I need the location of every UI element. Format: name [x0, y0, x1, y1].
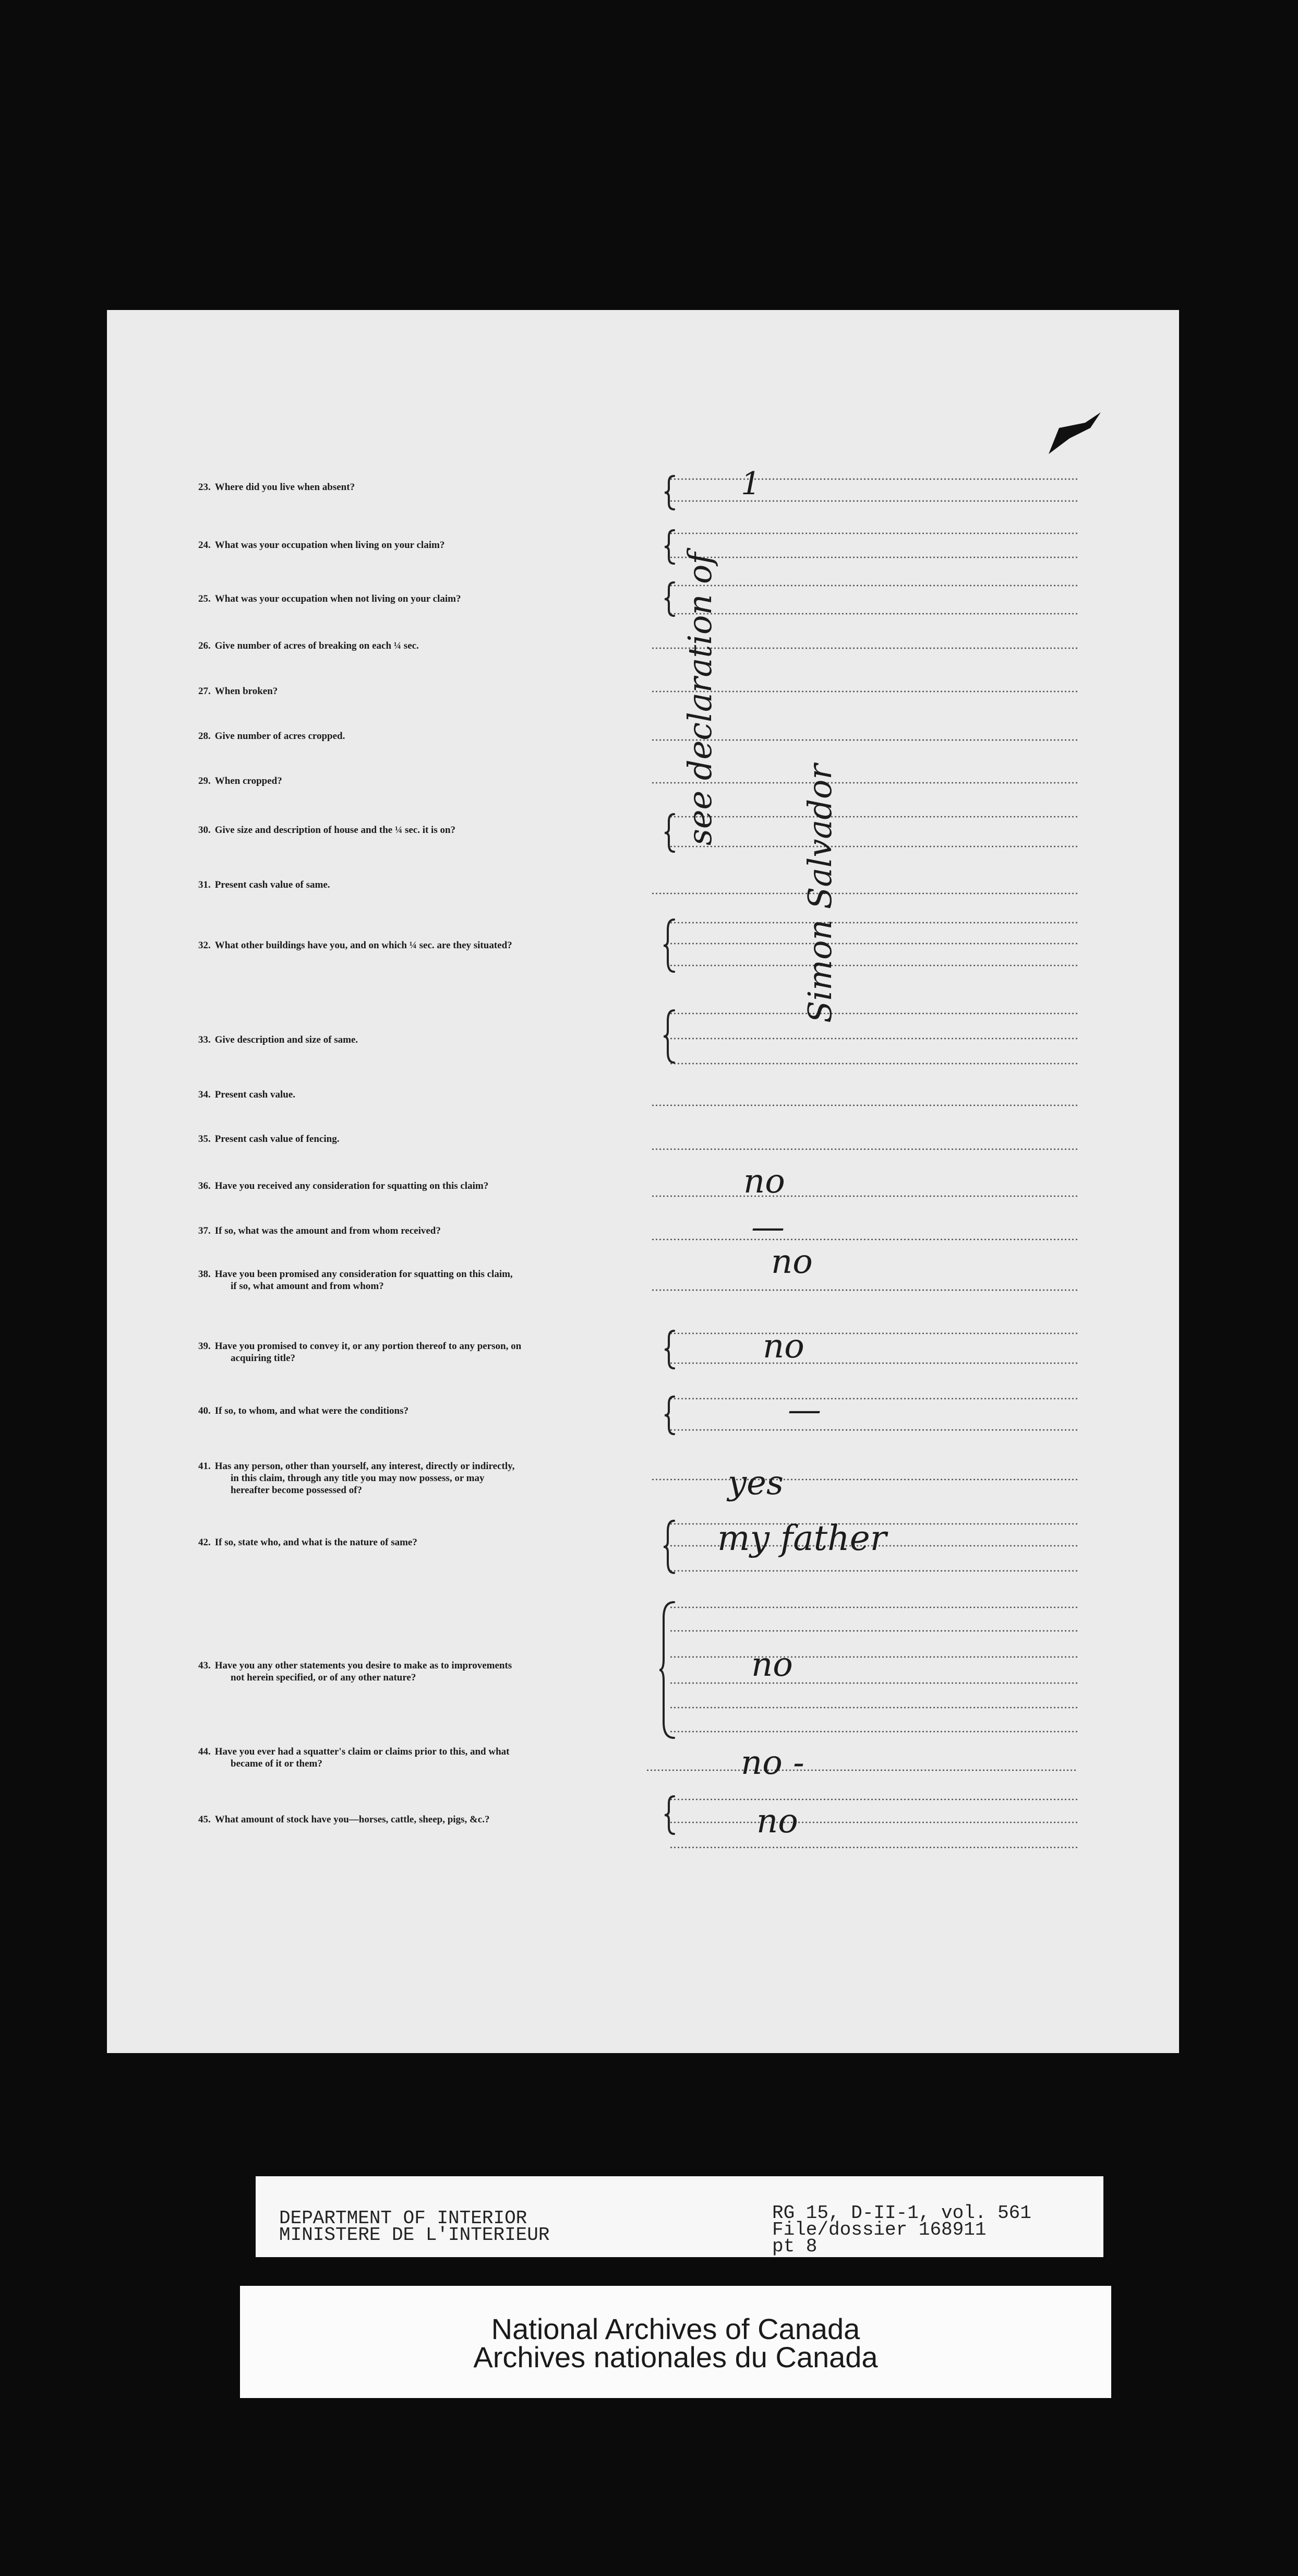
archive-reference-label: [256, 2176, 1103, 2257]
question-39: 39. Have you promised to convey it, or any portion thereof to any person, on acquiring title?: [198, 1341, 522, 1364]
question-45: 45. What amount of stock have you—horses, cattle, sheep, pigs, &c.?: [198, 1814, 490, 1825]
question-37: 37. If so, what was the amount and from whom received?: [198, 1225, 441, 1236]
question-26: 26. Give number of acres of breaking on each ¼ sec.: [198, 640, 419, 651]
answer-45: no: [756, 1802, 798, 1841]
corner-ink-blot: [1049, 412, 1101, 454]
answer-40: —: [788, 1391, 821, 1429]
question-33: 33. Give description and size of same.: [198, 1034, 358, 1045]
reference-part: pt 8: [772, 2236, 818, 2257]
answer-42: my father: [717, 1518, 887, 1558]
answer-38: no: [771, 1243, 813, 1281]
answer-39: no: [763, 1327, 804, 1366]
question-27: 27. When broken?: [198, 686, 278, 697]
question-32: 32. What other buildings have you, and on which ¼ sec. are they situated?: [198, 940, 512, 951]
national-archives-banner: [240, 2286, 1111, 2398]
question-24: 24. What was your occupation when living on your claim?: [198, 540, 445, 551]
question-36: 36. Have you received any consideration for squatting on this claim?: [198, 1180, 489, 1191]
answer-43: no: [751, 1645, 793, 1684]
archives-name-en: National Archives of Canada: [491, 2312, 860, 2345]
question-25: 25. What was your occupation when not living on your claim?: [198, 593, 461, 604]
question-28: 28. Give number of acres cropped.: [198, 731, 345, 742]
reference-volume: RG 15, D-II-1, vol. 561: [772, 2202, 1031, 2224]
archives-name-fr: Archives nationales du Canada: [473, 2341, 878, 2374]
question-35: 35. Present cash value of fencing.: [198, 1134, 340, 1144]
question-29: 29. When cropped?: [198, 776, 282, 786]
question-44: 44. Have you ever had a squatter's claim or claims prior to this, and what became of it or them?: [198, 1746, 510, 1769]
handwritten-vertical-note-2: Simon Salvador: [801, 764, 839, 1023]
question-42: 42. If so, state who, and what is the nature of same?: [198, 1537, 417, 1548]
department-fr: MINISTERE DE L'INTERIEUR: [279, 2224, 550, 2246]
question-34: 34. Present cash value.: [198, 1089, 296, 1100]
question-38: 38. Have you been promised any consideration for squatting on this claim, if so, what amount and from whom?: [198, 1269, 513, 1292]
question-31: 31. Present cash value of same.: [198, 879, 330, 890]
question-30: 30. Give size and description of house and the ¼ sec. it is on?: [198, 825, 456, 836]
question-43: 43. Have you any other statements you desire to make as to improvements not herein specified, or of any other nature?: [198, 1660, 512, 1683]
department-en: DEPARTMENT OF INTERIOR: [279, 2208, 527, 2229]
answer-41: yes: [728, 1464, 784, 1502]
handwritten-vertical-note-1: see declaration of: [681, 552, 719, 845]
answer-37: —: [751, 1208, 785, 1247]
reference-file: File/dossier 168911: [772, 2219, 987, 2240]
answer-36: no: [743, 1162, 785, 1201]
answer-44: no -: [741, 1744, 804, 1782]
question-41: 41. Has any person, other than yourself, any interest, directly or indirectly, in this claim, through any title you may now possess, or may hereafter become possessed of?: [198, 1461, 515, 1496]
question-23: 23. Where did you live when absent?: [198, 482, 355, 493]
answer-23: 1: [741, 466, 761, 502]
question-40: 40. If so, to whom, and what were the conditions?: [198, 1405, 408, 1416]
